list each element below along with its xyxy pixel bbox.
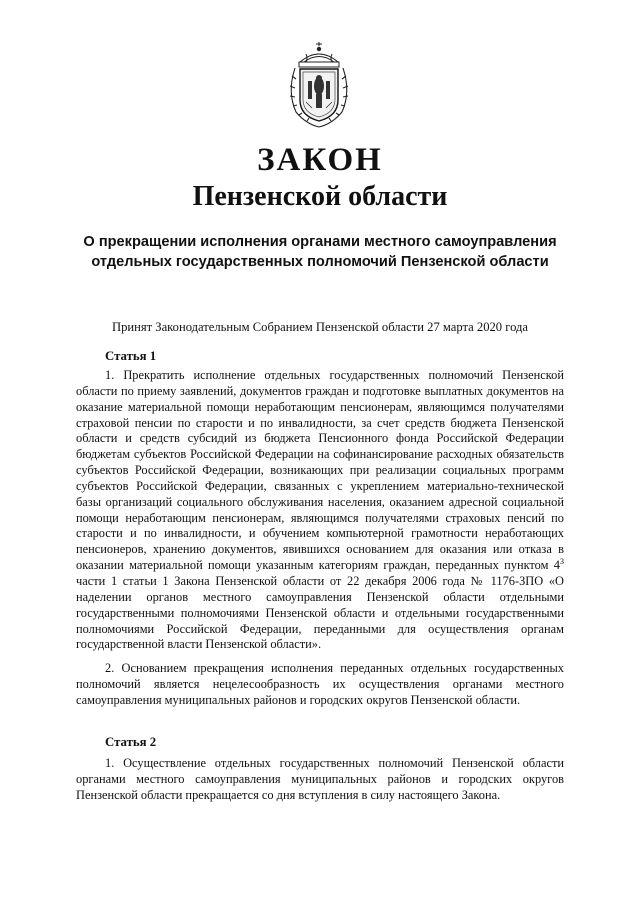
footnote-superscript: 3 (560, 557, 564, 566)
document-type-title: ЗАКОН (257, 142, 383, 178)
article-1-paragraph-1-continuation: части 1 статьи 1 Закона Пензенской области от 22 декабря 2006 года № 1176-ЗПО «О наделении органов местного самоуправления Пензенской области отдельными государственными полномочиями Пензенской области и отдельными государственными полномочиями Российской Федерации, переданными для осуществления органам государственной власти Пензенской области». (76, 573, 564, 652)
article-2-paragraph-1: 1. Осуществление отдельных государственных полномочий Пензенской области органами местного самоуправления муниципальных районов и городских округов Пензенской области прекращается со дня вступления в силу настоящего Закона. (76, 756, 564, 802)
article-2-heading: Статья 2 (105, 735, 157, 749)
region-title: Пензенской области (192, 181, 448, 212)
adoption-line: Принят Законодательным Собранием Пензенской области 27 марта 2020 года (111, 320, 529, 334)
article-1-paragraph-2: 2. Основанием прекращения исполнения переданных отдельных государственных полномочий является нецелесообразность их осуществления органами местного самоуправления муниципальных районов и городских округов Пензенской области. (76, 661, 564, 707)
article-1-paragraph-1 (76, 368, 564, 653)
penza-coat-of-arms-icon (286, 42, 352, 128)
article-1-paragraph-1-text: 1. Прекратить исполнение отдельных государственных полномочий Пензенской области по приему заявлений, документов граждан и подготовке выплатных документов на оказание материальной помощи неработающим пенсионерам, являющимся получателями страховой пенсии по старости и по инвалидности, за счет средств бюджета Пензенской области и средств субсидий из бюджета Пенсионного фонда Российской Федерации бюджетам субъектов Российской Федерации на софинансирование расходных обязательств субъектов Российской Федерации, возникающих при реализации социальных программ субъектов Российской Федерации, связанных с укреплением материально-технической базы организаций социального обслуживания населения, оказанием адресной социальной помощи неработающим пенсионерам, являющимся получателями страховых пенсий по старости и по инвалидности, и обучением компьютерной грамотности неработающих пенсионеров, хранению документов, явившихся основанием для оказания или отказа в оказании материальной помощи указанным категориям граждан, переданных пунктом 4 (76, 368, 564, 573)
article-1-heading: Статья 1 (105, 349, 157, 363)
law-title: О прекращении исполнения органами местного самоуправления отдельных государственных полномочий Пензенской области (83, 234, 557, 270)
